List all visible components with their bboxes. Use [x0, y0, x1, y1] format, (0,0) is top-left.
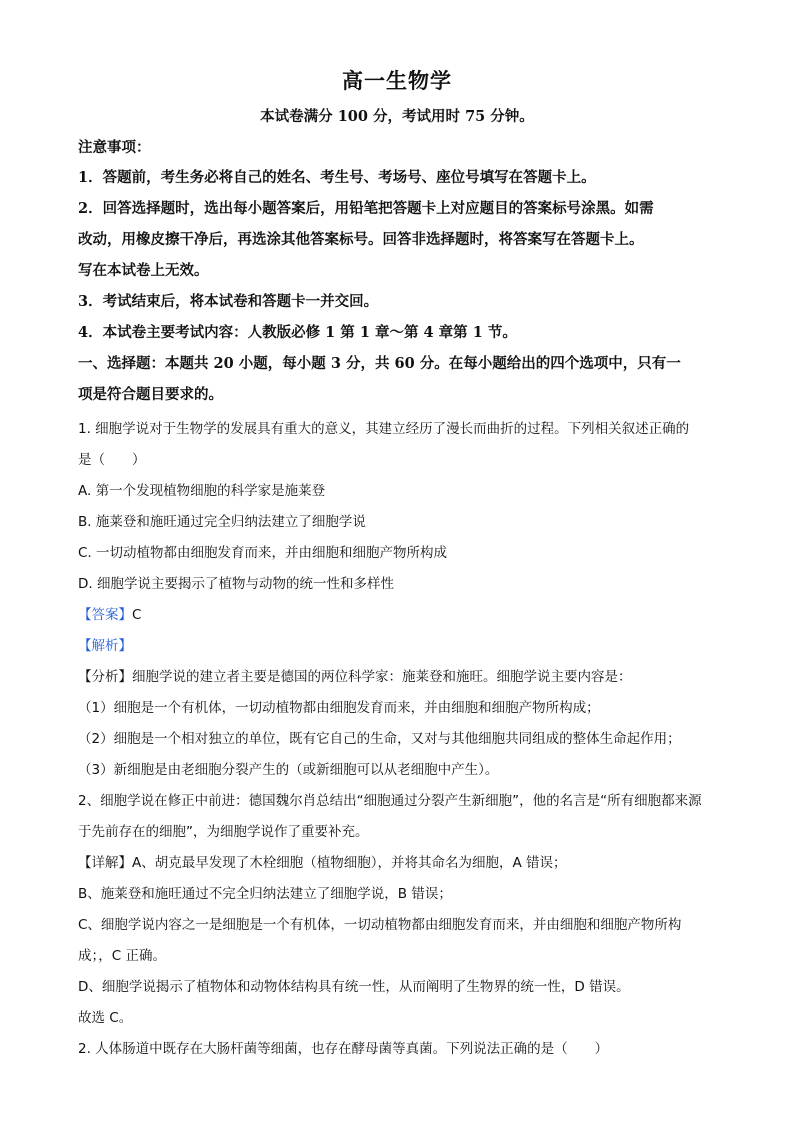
notice-item: 3．考试结束后，将本试卷和答题卡一并交回。: [78, 293, 379, 310]
analysis-text: 2、细胞学说在修正中前进：德国魏尔肖总结出“细胞通过分裂产生新细胞”，他的名言是“所有细胞都来源: [78, 793, 702, 809]
notice-item: 1．答题前，考生务必将自己的姓名、考生号、考场号、座位号填写在答题卡上。: [78, 169, 596, 186]
notice-heading: 注意事项：: [78, 139, 151, 156]
analysis-text: （3）新细胞是由老细胞分裂产生的（或新细胞可以从老细胞中产生）。: [78, 762, 499, 778]
detail-line: [78, 851, 567, 871]
option-c: C. 一切动植物都由细胞发育而来，并由细胞和细胞产物所构成: [78, 545, 448, 561]
analysis-text: 于先前存在的细胞”，为细胞学说作了重要补充。: [78, 824, 369, 840]
option-a: A. 第一个发现植物细胞的科学家是施莱登: [78, 483, 326, 499]
option-d: D. 细胞学说主要揭示了植物与动物的统一性和多样性: [78, 576, 394, 592]
exam-info: 本试卷满分 100 分，考试用时 75 分钟。: [260, 108, 534, 125]
detail-label: 【详解】: [78, 855, 132, 871]
question-1-stem: 1. 细胞学说对于生物学的发展具有重大的意义，其建立经历了漫长而曲折的过程。下列相关叙述正确的: [78, 421, 690, 437]
notice-item: 2．回答选择题时，选出每小题答案后，用铅笔把答题卡上对应题目的答案标号涂黑。如需: [78, 200, 654, 217]
section-heading: 一、选择题：本题共 20 小题，每小题 3 分，共 60 分。在每小题给出的四个选项中，只有一: [78, 355, 681, 372]
question-1-stem-cont: 是（ ）: [78, 452, 146, 468]
notice-item: 4．本试卷主要考试内容：人教版必修 1 第 1 章～第 4 章第 1 节。: [78, 324, 517, 341]
question-2-stem: 2. 人体肠道中既存在大肠杆菌等细菌，也存在酵母菌等真菌。下列说法正确的是（ ）: [78, 1041, 609, 1057]
detail-text: B、施莱登和施旺通过不完全归纳法建立了细胞学说，B 错误；: [78, 886, 452, 902]
detail-text: 故选 C。: [78, 1010, 133, 1026]
detail-text: D、细胞学说揭示了植物体和动物体结构具有统一性，从而阐明了生物界的统一性，D 错误。: [78, 979, 630, 995]
detail-text: C、细胞学说内容之一是细胞是一个有机体，一切动植物都由细胞发育而来，并由细胞和细胞产物所构: [78, 917, 682, 933]
page-title: 高一生物学: [342, 68, 452, 93]
analysis-text: 【分析】细胞学说的建立者主要是德国的两位科学家：施莱登和施旺。细胞学说主要内容是：: [78, 669, 632, 685]
option-b: B. 施莱登和施旺通过完全归纳法建立了细胞学说: [78, 514, 366, 530]
notice-item: 写在本试卷上无效。: [78, 262, 209, 279]
answer-label: 【答案】: [78, 607, 132, 623]
answer-value: C: [132, 607, 142, 623]
analysis-text: （2）细胞是一个相对独立的单位，既有它自己的生命，又对与其他细胞共同组成的整体生命起作用；: [78, 731, 681, 747]
detail-text: 成；，C 正确。: [78, 948, 166, 964]
analysis-text: （1）细胞是一个有机体，一切动植物都由细胞发育而来，并由细胞和细胞产物所构成；: [78, 700, 600, 716]
notice-item: 改动，用橡皮擦干净后，再选涂其他答案标号。回答非选择题时，将答案写在答题卡上。: [78, 231, 644, 248]
detail-text: A、胡克最早发现了木栓细胞（植物细胞），并将其命名为细胞，A 错误；: [132, 855, 567, 871]
section-heading-cont: 项是符合题目要求的。: [78, 386, 223, 403]
analysis-label: 【解析】: [78, 638, 132, 654]
answer-line: [78, 603, 141, 623]
